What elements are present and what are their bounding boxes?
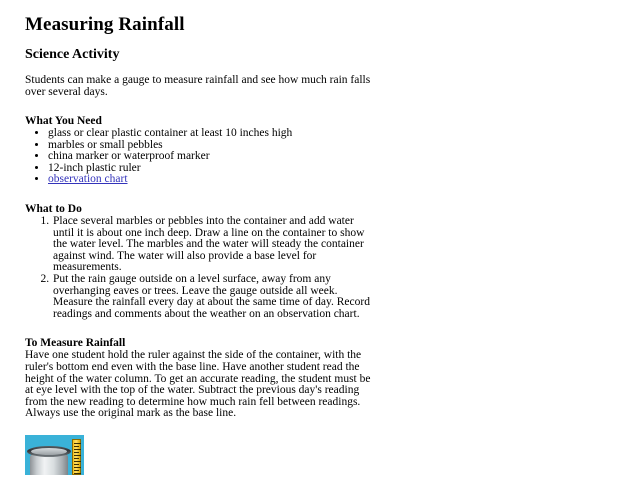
- observation-chart-link[interactable]: observation chart: [48, 173, 128, 186]
- list-item: 1. Place several marbles or pebbles into the container and add water until it is about one inch deep. Draw a line on the container to show the water level. The marbles and the water will steady the container against wind. The water will also provide a base level for measurements.: [52, 216, 377, 274]
- what-you-need-heading: What You Need: [25, 115, 102, 127]
- figure-container: [25, 435, 377, 475]
- list-item: • china marker or waterproof marker: [48, 151, 377, 163]
- rain-gauge-illustration: [25, 435, 84, 475]
- container-body-shape: [30, 455, 68, 475]
- what-to-do-list: [25, 216, 377, 320]
- what-to-do-heading: What to Do: [25, 202, 82, 215]
- container-rim-inner-shape: [31, 448, 67, 455]
- what-you-need-list: [25, 128, 377, 186]
- list-item: • 12-inch plastic ruler: [48, 163, 377, 175]
- ruler-icon: [72, 439, 81, 475]
- list-item: [48, 174, 377, 186]
- to-measure-rainfall-body: Have one student hold the ruler against the side of the container, with the ruler's bottom end even with the base line. Have another student read the height of the water column. To get an accurate reading, the student must be at eye level with the top of the water. Subtract the previous day's reading from the new reading to determine how much rain fell between readings. Always use the original mark as the base line.: [25, 349, 371, 420]
- page-title: Measuring Rainfall: [25, 14, 185, 35]
- list-item: • glass or clear plastic container at least 10 inches high: [48, 128, 377, 140]
- intro-paragraph: Students can make a gauge to measure rainfall and see how much rain falls over several days.: [25, 74, 371, 98]
- list-item: • marbles or small pebbles: [48, 140, 377, 152]
- page-subtitle: Science Activity: [25, 47, 120, 62]
- list-item: 2. Put the rain gauge outside on a level surface, away from any overhanging eaves or trees. Leave the gauge outside all week. Measure the rainfall every day at about the same time of day. Record readings and comments about the weather on an observation chart.: [52, 274, 377, 320]
- to-measure-rainfall-heading: To Measure Rainfall: [25, 337, 126, 350]
